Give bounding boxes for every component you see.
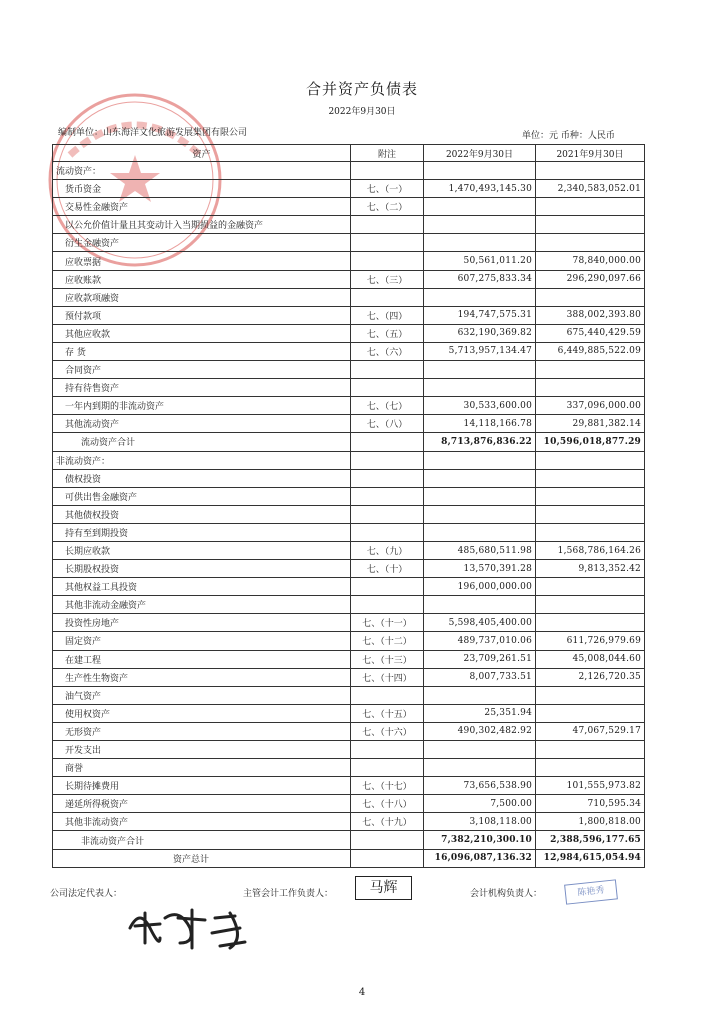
row-item-label: 其他非流动资产 <box>53 813 351 831</box>
row-item-label: 开发支出 <box>53 741 351 759</box>
table-row <box>53 541 645 559</box>
table-row <box>53 722 645 740</box>
row-note: 七、（十四） <box>351 668 424 686</box>
row-note <box>351 252 424 270</box>
row-value-2021: 1,800,818.00 <box>536 813 645 831</box>
row-item-label: 生产性生物资产 <box>53 668 351 686</box>
row-value-2022 <box>424 759 536 777</box>
table-header-row <box>53 145 645 162</box>
row-item-label: 递延所得税资产 <box>53 795 351 813</box>
row-note: 七、（十一） <box>351 614 424 632</box>
row-value-2021 <box>536 759 645 777</box>
acct-org-name-stamp: 陈艳秀 <box>564 879 618 904</box>
row-value-2022: 632,190,369.82 <box>424 324 536 342</box>
row-value-2022 <box>424 741 536 759</box>
row-value-2021: 9,813,352.42 <box>536 560 645 578</box>
table-row <box>53 379 645 397</box>
table-row <box>53 397 645 415</box>
row-note <box>351 451 424 469</box>
row-item-label: 以公允价值计量且其变动计入当期损益的金融资产 <box>53 216 351 234</box>
row-value-2021: 296,290,097.66 <box>536 270 645 288</box>
row-item-label: 投资性房地产 <box>53 614 351 632</box>
table-row <box>53 433 645 451</box>
row-item-label: 预付款项 <box>53 306 351 324</box>
row-value-2021 <box>536 487 645 505</box>
row-note <box>351 596 424 614</box>
row-value-2022: 8,713,876,836.22 <box>424 433 536 451</box>
table-row <box>53 777 645 795</box>
row-value-2022: 489,737,010.06 <box>424 632 536 650</box>
table-row <box>53 632 645 650</box>
row-item-label: 其他应收款 <box>53 324 351 342</box>
row-value-2021: 47,067,529.17 <box>536 722 645 740</box>
row-value-2021 <box>536 596 645 614</box>
table-row <box>53 741 645 759</box>
row-value-2022: 5,598,405,400.00 <box>424 614 536 632</box>
row-value-2021: 45,008,044.60 <box>536 650 645 668</box>
row-item-label: 使用权资产 <box>53 704 351 722</box>
row-item-label: 油气资产 <box>53 686 351 704</box>
row-value-2021: 611,726,979.69 <box>536 632 645 650</box>
row-item-label: 其他非流动金融资产 <box>53 596 351 614</box>
row-value-2022: 23,709,261.51 <box>424 650 536 668</box>
row-item-label: 债权投资 <box>53 469 351 487</box>
row-item-label: 商誉 <box>53 759 351 777</box>
row-value-2022 <box>424 216 536 234</box>
table-row <box>53 668 645 686</box>
row-note: 七、（八） <box>351 415 424 433</box>
table-row <box>53 306 645 324</box>
row-value-2022: 5,713,957,134.47 <box>424 342 536 360</box>
row-value-2022: 25,351.94 <box>424 704 536 722</box>
row-note <box>351 216 424 234</box>
row-value-2021: 2,126,720.35 <box>536 668 645 686</box>
row-value-2022 <box>424 469 536 487</box>
table-row <box>53 270 645 288</box>
row-value-2022: 3,108,118.00 <box>424 813 536 831</box>
row-note: 七、（十九） <box>351 813 424 831</box>
table-row <box>53 596 645 614</box>
row-note <box>351 433 424 451</box>
row-value-2021: 10,596,018,877.29 <box>536 433 645 451</box>
table-row <box>53 216 645 234</box>
row-value-2022: 50,561,011.20 <box>424 252 536 270</box>
row-item-label: 无形资产 <box>53 722 351 740</box>
row-value-2022: 30,533,600.00 <box>424 397 536 415</box>
row-item-label: 非流动资产： <box>53 451 351 469</box>
row-value-2022: 13,570,391.28 <box>424 560 536 578</box>
table-row <box>53 361 645 379</box>
row-item-label: 长期股权投资 <box>53 560 351 578</box>
table-row <box>53 487 645 505</box>
legal-rep-label: 公司法定代表人： <box>50 889 123 899</box>
row-note <box>351 849 424 867</box>
row-value-2022: 1,470,493,145.30 <box>424 180 536 198</box>
table-row <box>53 288 645 306</box>
row-value-2022 <box>424 234 536 252</box>
row-value-2022: 607,275,833.34 <box>424 270 536 288</box>
row-value-2021: 12,984,615,054.94 <box>536 849 645 867</box>
row-value-2021 <box>536 704 645 722</box>
row-value-2021 <box>536 469 645 487</box>
row-item-label: 其他权益工具投资 <box>53 578 351 596</box>
table-row <box>53 234 645 252</box>
row-value-2021: 388,002,393.80 <box>536 306 645 324</box>
table-row <box>53 342 645 360</box>
row-value-2021: 6,449,885,522.09 <box>536 342 645 360</box>
row-item-label: 合同资产 <box>53 361 351 379</box>
row-item-label: 应收款项融资 <box>53 288 351 306</box>
row-item-label: 长期应收款 <box>53 541 351 559</box>
column-header-2021: 2021年9月30日 <box>536 145 645 162</box>
row-item-label: 其他流动资产 <box>53 415 351 433</box>
table-row <box>53 198 645 216</box>
table-row <box>53 415 645 433</box>
column-header-asset: 资产 <box>53 145 351 162</box>
row-value-2021 <box>536 523 645 541</box>
row-value-2021 <box>536 614 645 632</box>
row-item-label: 持有待售资产 <box>53 379 351 397</box>
row-note: 七、（十七） <box>351 777 424 795</box>
acct-head-name-stamp: 马辉 <box>355 876 412 900</box>
table-row <box>53 560 645 578</box>
row-note: 七、（四） <box>351 306 424 324</box>
row-note: 七、（一） <box>351 180 424 198</box>
report-date: 2022年9月30日 <box>328 107 396 117</box>
row-item-label: 非流动资产合计 <box>53 831 351 849</box>
table-row <box>53 831 645 849</box>
row-value-2021: 337,096,000.00 <box>536 397 645 415</box>
row-item-label: 存 货 <box>53 342 351 360</box>
row-note <box>351 379 424 397</box>
row-value-2022 <box>424 162 536 180</box>
row-value-2021 <box>536 361 645 379</box>
row-value-2021 <box>536 234 645 252</box>
row-value-2021: 2,388,596,177.65 <box>536 831 645 849</box>
row-value-2021: 29,881,382.14 <box>536 415 645 433</box>
table-row <box>53 614 645 632</box>
row-note: 七、（三） <box>351 270 424 288</box>
row-value-2022 <box>424 487 536 505</box>
row-item-label: 在建工程 <box>53 650 351 668</box>
table-row <box>53 162 645 180</box>
column-header-2022: 2022年9月30日 <box>424 145 536 162</box>
table-row <box>53 795 645 813</box>
table-row <box>53 523 645 541</box>
row-value-2021 <box>536 686 645 704</box>
row-note: 七、（九） <box>351 541 424 559</box>
balance-sheet-table <box>52 144 645 868</box>
row-value-2022: 8,007,733.51 <box>424 668 536 686</box>
row-note <box>351 487 424 505</box>
row-note: 七、（五） <box>351 324 424 342</box>
row-item-label: 应收票据 <box>53 252 351 270</box>
table-row <box>53 704 645 722</box>
row-item-label: 交易性金融资产 <box>53 198 351 216</box>
page-number: 4 <box>358 987 366 998</box>
row-value-2022: 196,000,000.00 <box>424 578 536 596</box>
row-note <box>351 469 424 487</box>
row-value-2022 <box>424 596 536 614</box>
row-value-2022 <box>424 361 536 379</box>
row-value-2021: 2,340,583,052.01 <box>536 180 645 198</box>
row-value-2022 <box>424 686 536 704</box>
row-value-2022: 485,680,511.98 <box>424 541 536 559</box>
row-value-2021: 710,595.34 <box>536 795 645 813</box>
row-note <box>351 162 424 180</box>
row-value-2022: 73,656,538.90 <box>424 777 536 795</box>
row-value-2022 <box>424 198 536 216</box>
column-header-note: 附注 <box>351 145 424 162</box>
row-value-2021: 101,555,973.82 <box>536 777 645 795</box>
row-note: 七、（十八） <box>351 795 424 813</box>
row-note: 七、（十） <box>351 560 424 578</box>
row-value-2022: 7,500.00 <box>424 795 536 813</box>
company-name: 编制单位：山东海洋文化旅游发展集团有限公司 <box>58 128 248 138</box>
handwritten-signature <box>120 898 270 958</box>
row-note <box>351 288 424 306</box>
row-item-label: 可供出售金融资产 <box>53 487 351 505</box>
row-note <box>351 686 424 704</box>
row-note: 七、（十六） <box>351 722 424 740</box>
row-value-2021: 675,440,429.59 <box>536 324 645 342</box>
row-value-2022: 14,118,166.78 <box>424 415 536 433</box>
table-row <box>53 451 645 469</box>
row-note <box>351 831 424 849</box>
row-note <box>351 578 424 596</box>
row-value-2021 <box>536 216 645 234</box>
acct-head-label: 主管会计工作负责人： <box>243 889 334 899</box>
row-value-2021 <box>536 198 645 216</box>
row-note <box>351 505 424 523</box>
row-item-label: 长期待摊费用 <box>53 777 351 795</box>
row-note: 七、（十二） <box>351 632 424 650</box>
table-row <box>53 469 645 487</box>
row-value-2021 <box>536 505 645 523</box>
row-item-label: 固定资产 <box>53 632 351 650</box>
row-value-2022: 194,747,575.31 <box>424 306 536 324</box>
table-row <box>53 650 645 668</box>
row-note <box>351 234 424 252</box>
row-item-label: 一年内到期的非流动资产 <box>53 397 351 415</box>
table-row <box>53 849 645 867</box>
table-row <box>53 324 645 342</box>
row-value-2022 <box>424 288 536 306</box>
row-value-2022 <box>424 505 536 523</box>
row-value-2021: 78,840,000.00 <box>536 252 645 270</box>
row-item-label: 持有至到期投资 <box>53 523 351 541</box>
table-row <box>53 759 645 777</box>
row-value-2022 <box>424 451 536 469</box>
row-value-2022 <box>424 379 536 397</box>
row-value-2021 <box>536 288 645 306</box>
row-note: 七、（十五） <box>351 704 424 722</box>
row-value-2021 <box>536 741 645 759</box>
table-row <box>53 252 645 270</box>
table-row <box>53 813 645 831</box>
row-value-2021: 1,568,786,164.26 <box>536 541 645 559</box>
row-item-label: 货币资金 <box>53 180 351 198</box>
row-note <box>351 361 424 379</box>
acct-org-label: 会计机构负责人： <box>470 889 543 899</box>
row-note <box>351 523 424 541</box>
row-note <box>351 741 424 759</box>
row-item-label: 其他债权投资 <box>53 505 351 523</box>
row-note: 七、（七） <box>351 397 424 415</box>
table-row <box>53 578 645 596</box>
row-value-2022: 16,096,087,136.32 <box>424 849 536 867</box>
row-value-2021 <box>536 578 645 596</box>
row-value-2021 <box>536 162 645 180</box>
row-value-2021 <box>536 451 645 469</box>
row-item-label: 流动资产： <box>53 162 351 180</box>
row-item-label: 衍生金融资产 <box>53 234 351 252</box>
row-note: 七、（二） <box>351 198 424 216</box>
row-item-label: 应收账款 <box>53 270 351 288</box>
row-item-label: 资产总计 <box>53 849 351 867</box>
row-note <box>351 759 424 777</box>
page-title: 合并资产负债表 <box>305 80 418 98</box>
row-item-label: 流动资产合计 <box>53 433 351 451</box>
row-note: 七、（十三） <box>351 650 424 668</box>
currency-unit: 单位：元 币种：人民币 <box>522 131 615 141</box>
table-row <box>53 686 645 704</box>
table-row <box>53 180 645 198</box>
row-value-2021 <box>536 379 645 397</box>
row-value-2022: 7,382,210,300.10 <box>424 831 536 849</box>
row-note: 七、（六） <box>351 342 424 360</box>
row-value-2022 <box>424 523 536 541</box>
table-row <box>53 505 645 523</box>
row-value-2022: 490,302,482.92 <box>424 722 536 740</box>
